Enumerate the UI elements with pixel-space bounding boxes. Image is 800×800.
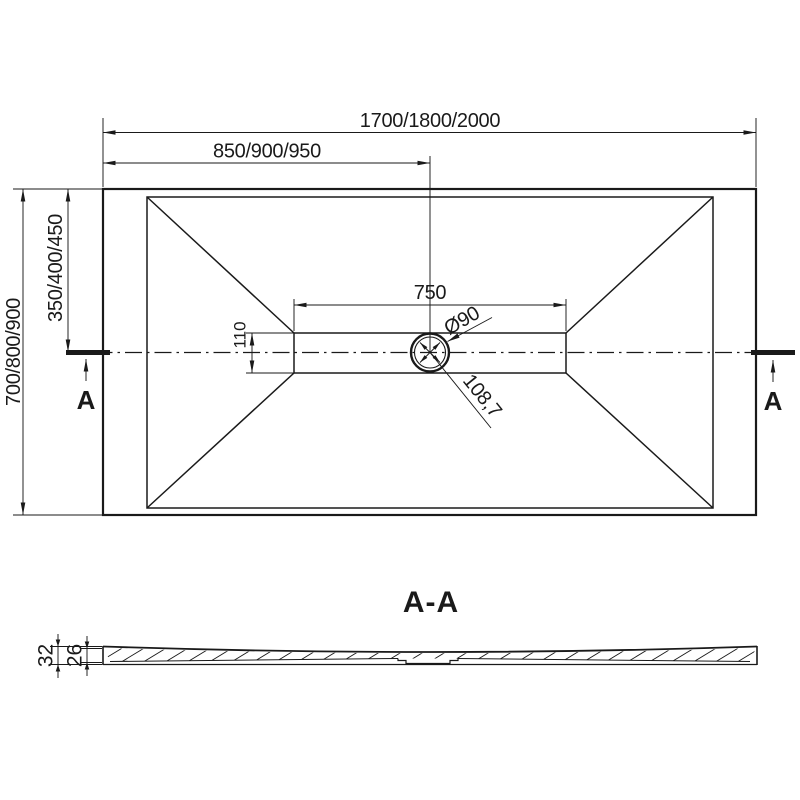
section-title: A-A: [402, 586, 460, 619]
dim-channel-width-value: 110: [230, 321, 250, 349]
dim-base-height: [64, 636, 103, 676]
dim-drain-diagonal-value: 108,7: [458, 370, 506, 422]
slope-diagonal-top-right: [566, 197, 713, 333]
dim-overall-width: [103, 110, 756, 187]
inner-bottom-right: [458, 659, 750, 662]
dim-drain-diameter-value: Ø90: [440, 302, 484, 340]
section-label-left: A: [76, 385, 96, 415]
dim-overall-width-value: 1700/1800/2000: [359, 110, 501, 132]
dim-center-offset-width: [103, 141, 430, 353]
dim-base-height-value: 26: [63, 643, 87, 668]
dim-drain-diagonal: [430, 353, 506, 429]
section-label-right: A: [763, 386, 783, 416]
dim-overall-depth-value: 700/800/900: [3, 298, 25, 406]
section-view: [35, 586, 763, 678]
dim-channel-width: [231, 321, 295, 373]
section-profile: [96, 646, 762, 665]
dim-channel-length-value: 750: [413, 282, 447, 304]
top-view: [3, 110, 795, 515]
dim-total-height-value: 32: [34, 643, 58, 668]
drain-notch: [398, 659, 458, 664]
dim-center-offset-depth: [45, 189, 68, 352]
slope-diagonal-bottom-right: [566, 373, 713, 508]
inner-bottom-left: [110, 659, 398, 662]
dim-center-offset-width-value: 850/900/950: [213, 140, 321, 163]
slope-diagonal-bottom-left: [147, 373, 294, 508]
dim-center-offset-depth-value: 350/400/450: [45, 214, 67, 322]
dim-drain-diameter: [441, 302, 492, 341]
top-surface-line: [103, 647, 757, 653]
slope-diagonal-top-left: [147, 197, 294, 333]
